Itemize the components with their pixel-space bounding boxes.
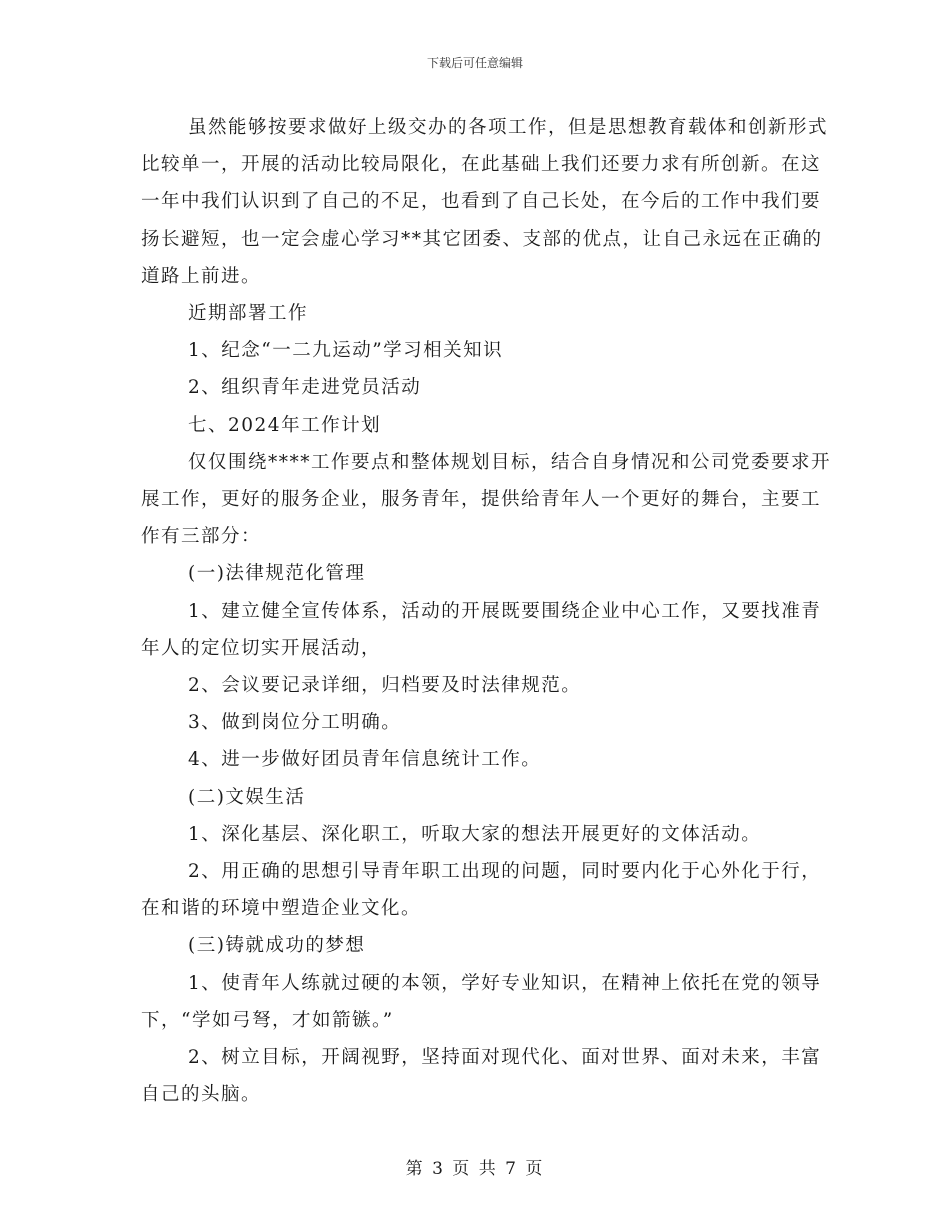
document-body	[141, 109, 831, 1113]
list-item: 2、用正确的思想引导青年职工出现的问题，同时要内化于心外化于行，在和谐的环境中塑造企业文化。	[141, 861, 822, 920]
page-header: 下载后可任意编辑	[426, 56, 523, 70]
section-heading-plan: 七、2024年工作计划	[188, 414, 382, 436]
list-item: 4、进一步做好团员青年信息统计工作。	[188, 749, 542, 771]
list-item: 1、建立健全宣传体系，活动的开展既要围绕企业中心工作，又要找准青年人的定位切实开展活动，	[141, 600, 822, 659]
list-item: 3、做到岗位分工明确。	[188, 712, 402, 734]
list-item: 1、使青年人练就过硬的本领，学好专业知识，在精神上依托在党的领导下，“学如弓弩，才如箭镞。”	[141, 972, 822, 1031]
subheading-dream: (三)铸就成功的梦想	[188, 935, 366, 957]
list-item: 2、树立目标，开阔视野，坚持面对现代化、面对世界、面对未来，丰富自己的头脑。	[141, 1047, 822, 1106]
subheading-legal-management: (一)法律规范化管理	[188, 563, 366, 585]
list-item: 2、组织青年走进党员活动	[188, 377, 422, 399]
list-item: 1、纪念“一二九运动”学习相关知识	[188, 340, 504, 362]
heading-recent-work: 近期部署工作	[188, 303, 309, 325]
paragraph-summary: 虽然能够按要求做好上级交办的各项工作，但是思想教育载体和创新形式比较单一，开展的活动比较局限化，在此基础上我们还要力求有所创新。在这一年中我们认识到了自己的不足，也看到了自己长处，在今后的工作中我们要扬长避短，也一定会虚心学习**其它团委、支部的优点，让自己永远在正确的道路上前进。	[141, 117, 829, 287]
subheading-entertainment: (二)文娱生活	[188, 786, 306, 808]
list-item: 1、深化基层、深化职工，听取大家的想法开展更好的文体活动。	[188, 823, 762, 845]
list-item: 2、会议要记录详细，归档要及时法律规范。	[188, 675, 582, 697]
paragraph-plan-intro: 仅仅围绕****工作要点和整体规划目标，结合自身情况和公司党委要求开展工作，更好的服务企业，服务青年，提供给青年人一个更好的舞台，主要工作有三部分：	[141, 451, 832, 548]
page-number: 第 3 页 共 7 页	[405, 1159, 545, 1179]
